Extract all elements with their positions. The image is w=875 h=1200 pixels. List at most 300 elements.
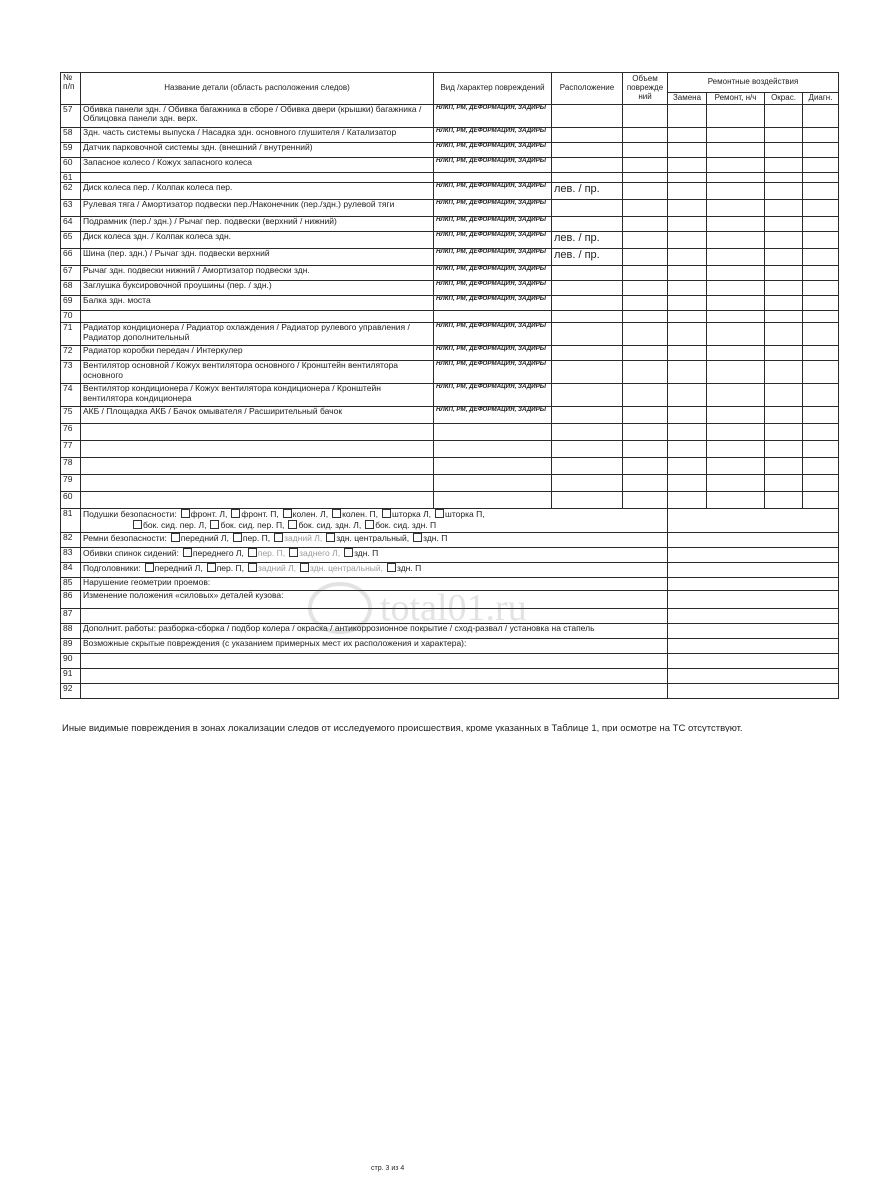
table-row [61, 684, 839, 699]
row-number: 71 [61, 323, 81, 346]
part-name: Датчик парковочной системы здн. (внешний / внутренний) [81, 143, 434, 158]
option-label: шторка П, [445, 509, 485, 520]
part-name: Вентилятор кондиционера / Кожух вентилятора кондиционера / Кронштейн вентилятора кондиционера [81, 384, 434, 407]
empty-cell [803, 407, 839, 424]
empty-cell [765, 407, 803, 424]
table-row [61, 296, 839, 311]
empty-cell [803, 143, 839, 158]
empty-cell [668, 183, 707, 200]
empty-cell [668, 492, 707, 509]
option-label: колен. П, [342, 509, 379, 520]
row-number: 81 [61, 509, 81, 533]
empty-cell [707, 249, 765, 266]
part-name [81, 311, 434, 323]
empty-cell [707, 158, 765, 173]
part-name: Рычаг здн. подвески нижний / Амортизатор подвески здн. [81, 266, 434, 281]
empty-cell [707, 232, 765, 249]
empty-cell [803, 458, 839, 475]
empty-cell [803, 200, 839, 217]
checkbox[interactable] [181, 509, 190, 518]
row-number: 83 [61, 548, 81, 563]
empty-cell [707, 217, 765, 232]
part-name [81, 492, 434, 509]
empty-cell [623, 384, 668, 407]
damage-type: НЛКП, РМ, ДЕФОРМАЦИЯ, ЗАДИРЫ [434, 266, 552, 281]
empty-cell [668, 143, 707, 158]
empty-cell [707, 173, 765, 183]
row-number: 60 [61, 158, 81, 173]
checkbox[interactable] [413, 533, 422, 542]
damage-type: НЛКП, РМ, ДЕФОРМАЦИЯ, ЗАДИРЫ [434, 143, 552, 158]
row-number: 76 [61, 424, 81, 441]
empty-cell [668, 105, 707, 128]
location [552, 407, 623, 424]
damage-type: НЛКП, РМ, ДЕФОРМАЦИЯ, ЗАДИРЫ [434, 407, 552, 424]
row-number: 87 [61, 609, 81, 624]
checkbox[interactable] [145, 563, 154, 572]
empty-cell [623, 458, 668, 475]
part-name [81, 424, 434, 441]
table-row [61, 311, 839, 323]
empty-cell [668, 128, 707, 143]
empty-cell [668, 533, 839, 548]
part-name [81, 458, 434, 475]
part-name [81, 173, 434, 183]
empty-cell [765, 128, 803, 143]
damage-type: НЛКП, РМ, ДЕФОРМАЦИЯ, ЗАДИРЫ [434, 183, 552, 200]
empty-cell [803, 232, 839, 249]
empty-cell [668, 669, 839, 684]
empty-cell [623, 407, 668, 424]
empty-cell [765, 183, 803, 200]
table-row [61, 266, 839, 281]
empty-cell [668, 296, 707, 311]
empty-cell [765, 158, 803, 173]
row-number: 84 [61, 563, 81, 578]
checkbox[interactable] [210, 520, 219, 529]
location [552, 296, 623, 311]
empty-cell [623, 173, 668, 183]
damage-type [434, 492, 552, 509]
empty-cell [668, 639, 839, 654]
empty-cell [707, 441, 765, 458]
empty-cell [707, 281, 765, 296]
checkbox[interactable] [248, 563, 257, 572]
footer-statement: Иные видимые повреждения в зонах локализации следов от исследуемого происшествия, кроме указанных в Таблице 1, при осмотре на ТС отсутствуют. [62, 723, 743, 732]
damage-type: НЛКП, РМ, ДЕФОРМАЦИЯ, ЗАДИРЫ [434, 128, 552, 143]
option-label: здн. центральный, [310, 563, 383, 574]
empty-cell [623, 281, 668, 296]
row-label: Обивки спинок сидений: [83, 548, 179, 559]
row-label: Возможные скрытые повреждения (с указанием примерных мест их расположения и характера): [83, 638, 467, 649]
empty-cell [623, 346, 668, 361]
location [552, 441, 623, 458]
empty-cell [623, 128, 668, 143]
row-number: 77 [61, 441, 81, 458]
header-damage: Вид /характер повреждений [434, 73, 552, 105]
checkbox[interactable] [382, 509, 391, 518]
part-name: Шина (пер. здн.) / Рычаг здн. подвески верхний [81, 249, 434, 266]
option-label: передний Л, [154, 563, 203, 574]
row-number: 74 [61, 384, 81, 407]
empty-cell [803, 475, 839, 492]
empty-cell [765, 232, 803, 249]
location [552, 311, 623, 323]
empty-cell [623, 200, 668, 217]
checkbox[interactable] [283, 509, 292, 518]
table-row [61, 183, 839, 200]
empty-cell [668, 458, 707, 475]
page-number: стр. 3 из 4 [371, 1165, 405, 1172]
header-paint: Окрас. [765, 93, 803, 105]
empty-cell [803, 158, 839, 173]
empty-cell [707, 361, 765, 384]
empty-cell [707, 492, 765, 509]
option-label: фронт. П, [241, 509, 279, 520]
row-number: 91 [61, 669, 81, 684]
empty-cell [668, 311, 707, 323]
wide-cell [81, 509, 668, 533]
option-label: колен. Л, [292, 509, 329, 520]
row-label: Дополнит. работы: разборка-сборка / подбор колера / окраска / антикоррозионное покрытие / сход-развал / установка на стапель [83, 623, 595, 634]
empty-cell [765, 475, 803, 492]
row-label: Ремни безопасности: [83, 533, 167, 544]
table-row [61, 105, 839, 128]
option-label: задний Л, [284, 533, 323, 544]
damage-type [434, 441, 552, 458]
empty-cell [668, 424, 707, 441]
empty-cell [668, 266, 707, 281]
empty-cell [707, 346, 765, 361]
location [552, 424, 623, 441]
damage-type: НЛКП, РМ, ДЕФОРМАЦИЯ, ЗАДИРЫ [434, 346, 552, 361]
empty-cell [707, 200, 765, 217]
row-number: 62 [61, 183, 81, 200]
empty-cell [623, 105, 668, 128]
location [552, 323, 623, 346]
checkbox[interactable] [233, 533, 242, 542]
empty-cell [707, 407, 765, 424]
location [552, 475, 623, 492]
part-name [81, 441, 434, 458]
checkbox[interactable] [133, 520, 142, 529]
option-label: переднего Л, [192, 548, 244, 559]
empty-cell [707, 105, 765, 128]
empty-cell [803, 281, 839, 296]
checkbox[interactable] [183, 548, 192, 557]
empty-cell [765, 458, 803, 475]
row-number: 58 [61, 128, 81, 143]
empty-cell [765, 200, 803, 217]
damage-type: НЛКП, РМ, ДЕФОРМАЦИЯ, ЗАДИРЫ [434, 105, 552, 128]
table-row [61, 639, 839, 654]
damage-type: НЛКП, РМ, ДЕФОРМАЦИЯ, ЗАДИРЫ [434, 323, 552, 346]
option-label: здн. П [396, 563, 422, 574]
checkbox[interactable] [365, 520, 374, 529]
empty-cell [668, 232, 707, 249]
empty-cell [623, 143, 668, 158]
damage-type: НЛКП, РМ, ДЕФОРМАЦИЯ, ЗАДИРЫ [434, 200, 552, 217]
row-number: 59 [61, 143, 81, 158]
checkbox[interactable] [171, 533, 180, 542]
part-name: Радиатор коробки передач / Интеркулер [81, 346, 434, 361]
empty-cell [707, 266, 765, 281]
empty-cell [668, 173, 707, 183]
row-number: 63 [61, 200, 81, 217]
checkbox[interactable] [274, 533, 283, 542]
empty-cell [668, 548, 839, 563]
damage-type [434, 173, 552, 183]
empty-cell [668, 609, 839, 624]
empty-cell [668, 384, 707, 407]
row-number: 73 [61, 361, 81, 384]
location [552, 105, 623, 128]
empty-cell [668, 249, 707, 266]
watermark-text: total01.ru [380, 587, 527, 629]
option-label: шторка Л, [392, 509, 432, 520]
row-number: 88 [61, 624, 81, 639]
empty-cell [803, 249, 839, 266]
part-name: Вентилятор основной / Кожух вентилятора основного / Кронштейн вентилятора основного [81, 361, 434, 384]
empty-cell [623, 296, 668, 311]
table-row [61, 548, 839, 563]
row-number: 65 [61, 232, 81, 249]
empty-cell [803, 492, 839, 509]
empty-cell [803, 173, 839, 183]
location [552, 361, 623, 384]
location [552, 281, 623, 296]
part-name: Балка здн. моста [81, 296, 434, 311]
option-label: заднего Л, [299, 548, 341, 559]
empty-cell [623, 266, 668, 281]
damage-type [434, 311, 552, 323]
row-number: 89 [61, 639, 81, 654]
empty-cell [668, 591, 839, 609]
location: лев. / пр. [552, 249, 623, 266]
option-label: пер. П, [216, 563, 244, 574]
row-number: 67 [61, 266, 81, 281]
empty-cell [803, 361, 839, 384]
part-name [81, 475, 434, 492]
empty-cell [803, 128, 839, 143]
row-label: Подголовники: [83, 563, 141, 574]
wide-cell [81, 639, 668, 654]
option-label: пер. П, [242, 533, 271, 544]
option-label: передний Л, [180, 533, 229, 544]
location [552, 458, 623, 475]
table-row [61, 509, 839, 533]
empty-cell [707, 458, 765, 475]
empty-cell [765, 217, 803, 232]
table-row [61, 128, 839, 143]
empty-cell [803, 105, 839, 128]
empty-cell [803, 183, 839, 200]
empty-cell [765, 296, 803, 311]
table-row [61, 158, 839, 173]
checkbox[interactable] [288, 520, 297, 529]
empty-cell [623, 158, 668, 173]
checkbox[interactable] [248, 548, 257, 557]
damage-type: НЛКП, РМ, ДЕФОРМАЦИЯ, ЗАДИРЫ [434, 361, 552, 384]
checkbox[interactable] [231, 509, 240, 518]
empty-cell [668, 346, 707, 361]
empty-cell [803, 323, 839, 346]
empty-cell [668, 281, 707, 296]
row-number: 69 [61, 296, 81, 311]
header-location: Расположение [552, 73, 623, 105]
empty-cell [765, 361, 803, 384]
location [552, 492, 623, 509]
table-row [61, 441, 839, 458]
empty-cell [668, 624, 839, 639]
empty-cell [668, 323, 707, 346]
location [552, 173, 623, 183]
header-diag: Диагн. [803, 93, 839, 105]
empty-cell [623, 492, 668, 509]
empty-cell [668, 475, 707, 492]
row-number: 75 [61, 407, 81, 424]
header-replace: Замена [668, 93, 707, 105]
location [552, 217, 623, 232]
empty-cell [668, 217, 707, 232]
row-number: 86 [61, 591, 81, 609]
table-row [61, 654, 839, 669]
option-label: бок. сид. пер. Л, [143, 519, 207, 530]
watermark [300, 578, 600, 638]
empty-cell [623, 217, 668, 232]
wide-cell [81, 563, 668, 578]
watermark-logo [300, 578, 600, 638]
option-label: фронт. Л, [190, 509, 228, 520]
location [552, 200, 623, 217]
empty-cell [707, 128, 765, 143]
option-label: бок. сид. здн. Л, [298, 519, 362, 530]
empty-cell [707, 183, 765, 200]
table-row [61, 200, 839, 217]
table-row [61, 475, 839, 492]
row-number: 90 [61, 654, 81, 669]
part-name: Диск колеса пер. / Колпак колеса пер. [81, 183, 434, 200]
checkbox[interactable] [300, 563, 309, 572]
header-repair: Ремонт, н/ч [707, 93, 765, 105]
row-number: 92 [61, 684, 81, 699]
location [552, 143, 623, 158]
part-name: Рулевая тяга / Амортизатор подвески пер./Наконечник (пер./здн.) рулевой тяги [81, 200, 434, 217]
empty-cell [707, 143, 765, 158]
location [552, 128, 623, 143]
empty-cell [707, 311, 765, 323]
row-number: 82 [61, 533, 81, 548]
damage-type [434, 424, 552, 441]
row-number: 68 [61, 281, 81, 296]
header-volume: Объем поврежде ний [623, 73, 668, 105]
table-row [61, 143, 839, 158]
damage-type: НЛКП, РМ, ДЕФОРМАЦИЯ, ЗАДИРЫ [434, 232, 552, 249]
table-row [61, 217, 839, 232]
empty-cell [668, 441, 707, 458]
empty-cell [623, 424, 668, 441]
empty-cell [765, 105, 803, 128]
checkbox[interactable] [326, 533, 335, 542]
location [552, 346, 623, 361]
part-name: Запасное колесо / Кожух запасного колеса [81, 158, 434, 173]
checkbox[interactable] [387, 563, 396, 572]
empty-cell [765, 323, 803, 346]
table-row [61, 384, 839, 407]
empty-cell [668, 563, 839, 578]
option-label: бок. сид. пер. П, [220, 519, 285, 530]
header-num: № п/п [61, 73, 81, 105]
checkbox[interactable] [435, 509, 444, 518]
empty-cell [803, 217, 839, 232]
part-name: Обивка панели здн. / Обивка багажника в сборе / Обивка двери (крышки) багажника / Облицовка панели здн. верх. [81, 105, 434, 128]
checkbox[interactable] [344, 548, 353, 557]
part-name: Подрамник (пер./ здн.) / Рычаг пер. подвески (верхний / нижний) [81, 217, 434, 232]
location [552, 158, 623, 173]
table-row [61, 424, 839, 441]
part-name: Радиатор кондиционера / Радиатор охлаждения / Радиатор рулевого управления / Радиатор дополнительный [81, 323, 434, 346]
empty-cell [765, 143, 803, 158]
empty-cell [803, 311, 839, 323]
empty-cell [623, 232, 668, 249]
empty-cell [668, 578, 839, 591]
empty-cell [707, 296, 765, 311]
row-number: 85 [61, 578, 81, 591]
table-row [61, 458, 839, 475]
row-number: 70 [61, 311, 81, 323]
empty-cell [765, 384, 803, 407]
checkbox[interactable] [207, 563, 216, 572]
option-label: здн. П [423, 533, 448, 544]
empty-cell [668, 200, 707, 217]
empty-cell [668, 407, 707, 424]
checkbox[interactable] [289, 548, 298, 557]
empty-cell [623, 475, 668, 492]
table-row [61, 232, 839, 249]
empty-cell [623, 311, 668, 323]
row-label: Нарушение геометрии проемов: [83, 577, 211, 588]
damage-type: НЛКП, РМ, ДЕФОРМАЦИЯ, ЗАДИРЫ [434, 296, 552, 311]
option-label: бок. сид. здн. П [375, 519, 437, 530]
row-number: 57 [61, 105, 81, 128]
table-row [61, 407, 839, 424]
wide-cell [81, 548, 668, 563]
header-name: Название детали (область расположения следов) [81, 73, 434, 105]
damage-type: НЛКП, РМ, ДЕФОРМАЦИЯ, ЗАДИРЫ [434, 217, 552, 232]
damage-type: НЛКП, РМ, ДЕФОРМАЦИЯ, ЗАДИРЫ [434, 158, 552, 173]
table-row [61, 281, 839, 296]
empty-cell [668, 361, 707, 384]
table-row [61, 323, 839, 346]
empty-cell [707, 475, 765, 492]
empty-cell [765, 441, 803, 458]
location [552, 384, 623, 407]
empty-cell [803, 441, 839, 458]
empty-cell [765, 311, 803, 323]
option-label: здн. П [354, 548, 379, 559]
wide-cell [81, 533, 668, 548]
part-name: АКБ / Площадка АКБ / Бачок омывателя / Расширительный бачок [81, 407, 434, 424]
damage-type: НЛКП, РМ, ДЕФОРМАЦИЯ, ЗАДИРЫ [434, 384, 552, 407]
empty-cell [765, 346, 803, 361]
empty-cell [803, 266, 839, 281]
option-label: задний Л, [257, 563, 297, 574]
location [552, 266, 623, 281]
damage-type: НЛКП, РМ, ДЕФОРМАЦИЯ, ЗАДИРЫ [434, 281, 552, 296]
checkbox[interactable] [332, 509, 341, 518]
row-number: 64 [61, 217, 81, 232]
table-row [61, 346, 839, 361]
